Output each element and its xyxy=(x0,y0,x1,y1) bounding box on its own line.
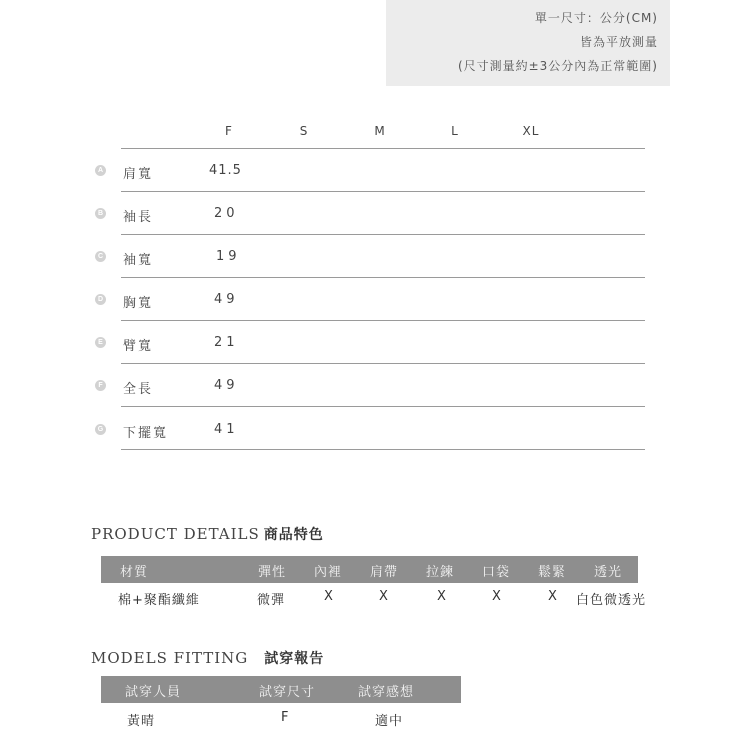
size-column-s: S xyxy=(299,124,309,138)
header-size-tried: 試穿尺寸 xyxy=(259,685,316,700)
table-row xyxy=(0,157,743,200)
row-value: 41.5 xyxy=(209,163,242,178)
header-sheerness: 透光 xyxy=(594,565,623,580)
row-label: 下擺寬 xyxy=(123,426,169,441)
row-divider xyxy=(121,277,645,278)
row-badge: B xyxy=(95,208,106,219)
value-pocket: X xyxy=(492,589,502,604)
table-row xyxy=(0,372,743,415)
row-badge: G xyxy=(95,424,106,435)
header-lining: 內裡 xyxy=(314,565,343,580)
models-fitting-header-band xyxy=(101,676,461,703)
row-value: 19 xyxy=(216,249,241,264)
header-model: 試穿人員 xyxy=(125,685,182,700)
value-material: 棉+聚酯纖維 xyxy=(118,593,200,608)
value-impression: 適中 xyxy=(375,714,404,729)
table-row xyxy=(0,416,743,459)
row-label: 全長 xyxy=(123,382,154,397)
row-value: 49 xyxy=(214,292,239,307)
value-sheerness: 白色微透光 xyxy=(576,593,647,608)
table-row xyxy=(0,329,743,372)
measurement-note xyxy=(386,0,670,86)
row-divider xyxy=(121,191,645,192)
product-details-header-band xyxy=(101,556,638,583)
row-divider xyxy=(121,363,645,364)
row-value: 41 xyxy=(214,422,239,437)
value-drawstring: X xyxy=(548,589,558,604)
value-zipper: X xyxy=(437,589,447,604)
value-size-tried: F xyxy=(281,710,290,725)
row-divider xyxy=(121,320,645,321)
header-straps: 肩帶 xyxy=(370,565,399,580)
row-label: 袖長 xyxy=(123,210,154,225)
row-badge: E xyxy=(95,337,106,348)
row-value: 20 xyxy=(214,206,239,221)
row-label: 胸寬 xyxy=(123,296,154,311)
value-model: 黃晴 xyxy=(127,714,156,729)
product-details-title-en: PRODUCT DETAILS xyxy=(91,525,260,543)
row-badge: C xyxy=(95,251,106,262)
row-badge: D xyxy=(95,294,106,305)
row-divider xyxy=(121,406,645,407)
table-row xyxy=(0,200,743,243)
models-fitting-title xyxy=(91,648,324,668)
product-details-title xyxy=(91,524,324,544)
size-column-f: F xyxy=(225,124,233,138)
row-label: 肩寬 xyxy=(123,167,154,182)
note-flat-measure: 皆為平放測量 xyxy=(579,35,658,49)
row-label: 袖寬 xyxy=(123,253,154,268)
product-details-title-zh: 商品特色 xyxy=(263,527,324,543)
table-row xyxy=(0,243,743,286)
value-elasticity: 微彈 xyxy=(257,593,286,608)
row-divider xyxy=(121,234,645,235)
header-impression: 試穿感想 xyxy=(358,685,415,700)
row-badge: A xyxy=(95,165,106,176)
note-unit: 單一尺寸：公分(CM) xyxy=(534,11,658,25)
row-label: 臂寬 xyxy=(123,339,154,354)
size-column-xl: XL xyxy=(522,124,540,138)
models-fitting-title-zh: 試穿報告 xyxy=(264,651,325,667)
header-drawstring: 鬆緊 xyxy=(538,565,567,580)
row-badge: F xyxy=(95,380,106,391)
note-tolerance: (尺寸測量約±3公分內為正常範圍) xyxy=(457,59,658,73)
header-elasticity: 彈性 xyxy=(258,565,287,580)
size-column-l: L xyxy=(451,124,459,138)
row-divider xyxy=(121,449,645,450)
table-header-rule xyxy=(121,148,645,149)
header-zipper: 拉鍊 xyxy=(426,565,455,580)
size-column-m: M xyxy=(374,124,386,138)
table-row xyxy=(0,286,743,329)
row-value: 21 xyxy=(214,335,239,350)
header-pocket: 口袋 xyxy=(482,565,511,580)
value-lining: X xyxy=(324,589,334,604)
value-straps: X xyxy=(379,589,389,604)
models-fitting-title-en: MODELS FITTING xyxy=(91,649,249,667)
header-material: 材質 xyxy=(120,565,149,580)
row-value: 49 xyxy=(214,378,239,393)
